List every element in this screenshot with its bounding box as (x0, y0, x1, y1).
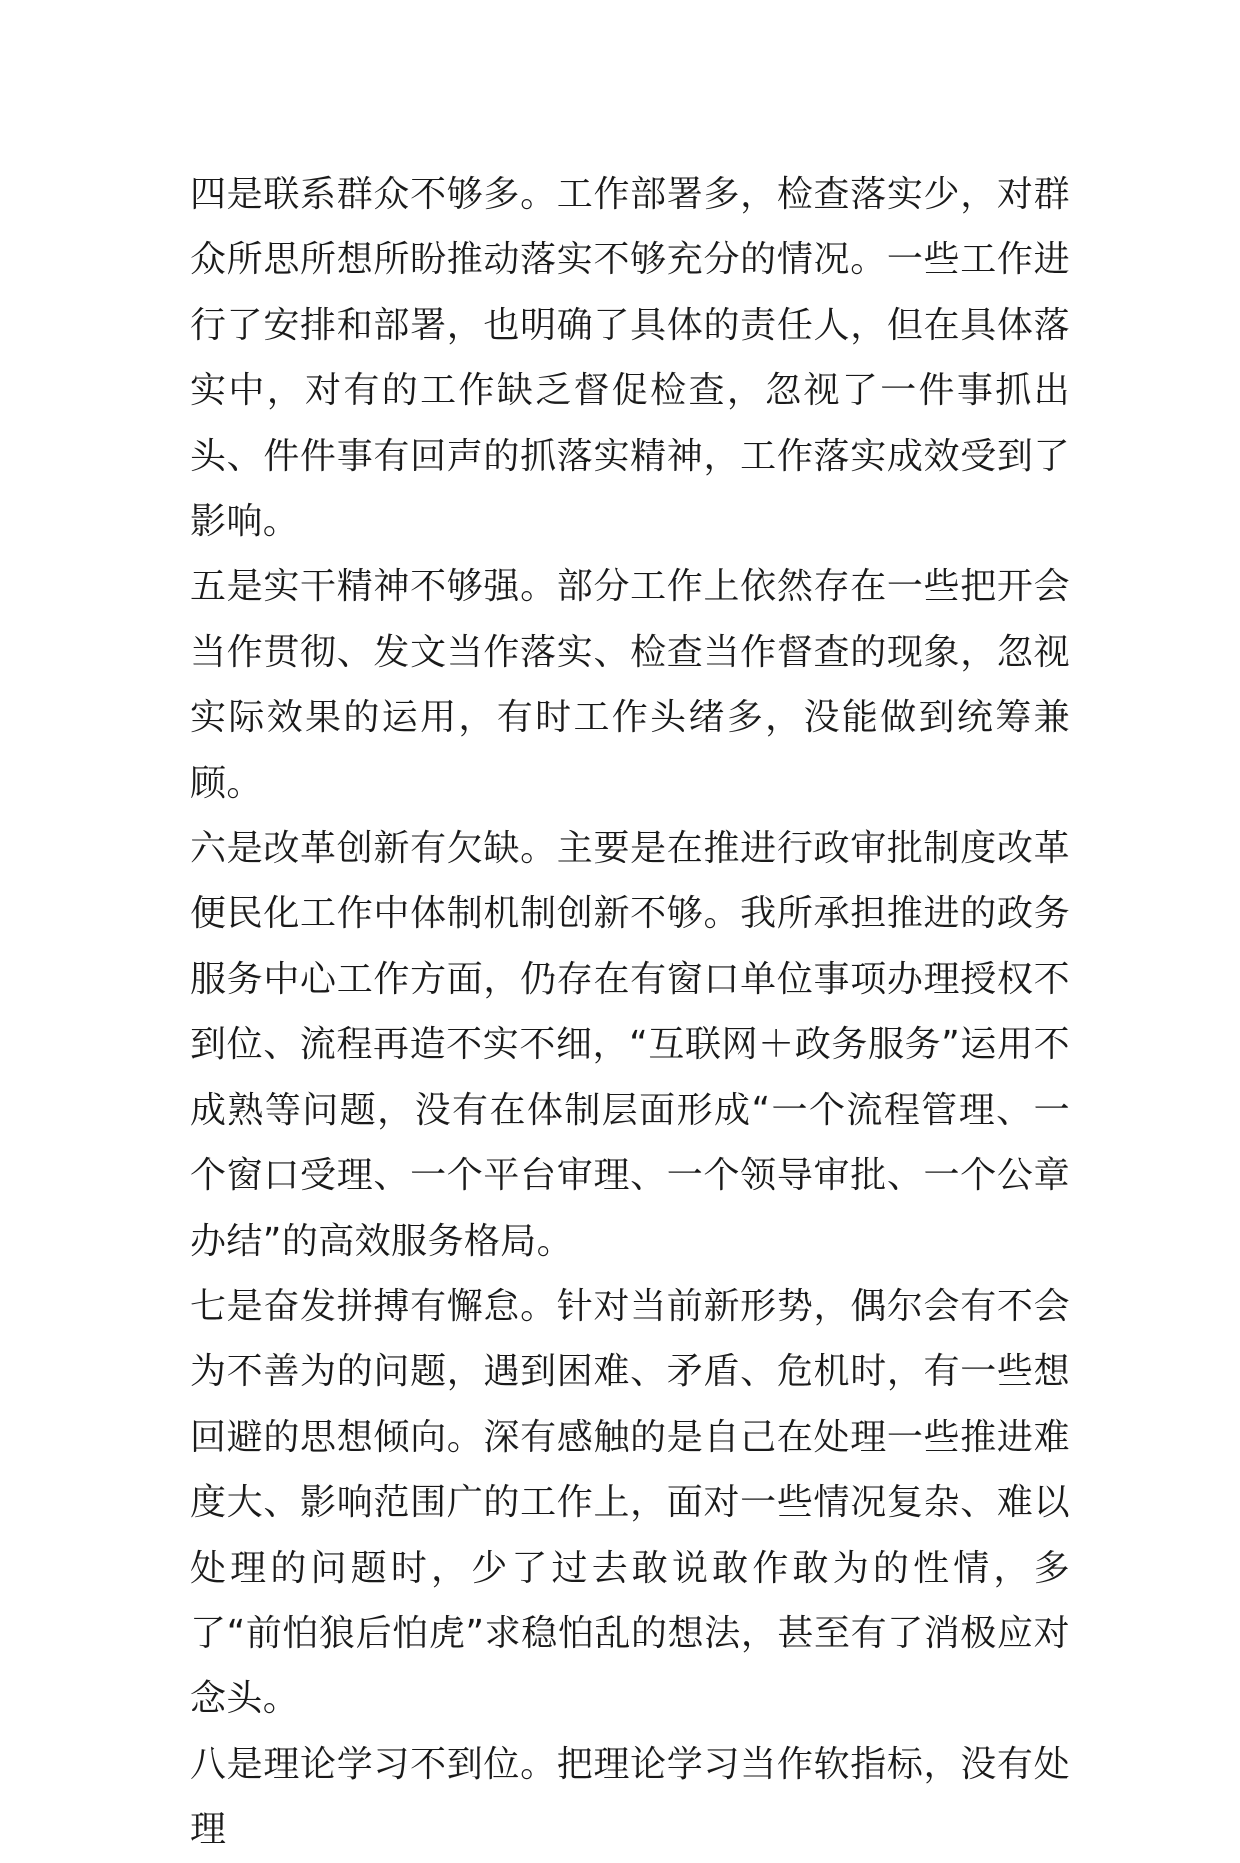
paragraph-reform-innovation: 六是改革创新有欠缺。主要是在推进行政审批制度改革便民化工作中体制机制创新不够。我所承担推进的政务服务中心工作方面，仍存在有窗口单位事项办理授权不到位、流程再造不实不细，“互联网＋政务服务”运用不成熟等问题，没有在体制层面形成“一个流程管理、一个窗口受理、一个平台审理、一个领导审批、一个公章办结”的高效服务格局。 (190, 828, 1070, 1262)
paragraph-theory-study: 八是理论学习不到位。把理论学习当作软指标，没有处理 (190, 1743, 1070, 1851)
document-body (190, 162, 1070, 1863)
paragraph-practical-spirit: 五是实干精神不够强。部分工作上依然存在一些把开会当作贯彻、发文当作落实、检查当作督查的现象，忽视实际效果的运用，有时工作头绪多，没能做到统筹兼顾。 (190, 566, 1070, 804)
paragraph-striving-slackness: 七是奋发拼搏有懈怠。针对当前新形势，偶尔会有不会为不善为的问题，遇到困难、矛盾、危机时，有一些想回避的思想倾向。深有感触的是自己在处理一些推进难度大、影响范围广的工作上，面对一些情况复杂、难以处理的问题时，少了过去敢说敢作敢为的性情，多了“前怕狼后怕虎”求稳怕乱的想法，甚至有了消极应对念头。 (190, 1285, 1070, 1720)
paragraph-contacting-masses: 四是联系群众不够多。工作部署多，检查落实少，对群众所思所想所盼推动落实不够充分的情况。一些工作进行了安排和部署，也明确了具体的责任人，但在具体落实中，对有的工作缺乏督促检查，忽视了一件事抓出头、件件事有回声的抓落实精神，工作落实成效受到了影响。 (190, 174, 1070, 543)
